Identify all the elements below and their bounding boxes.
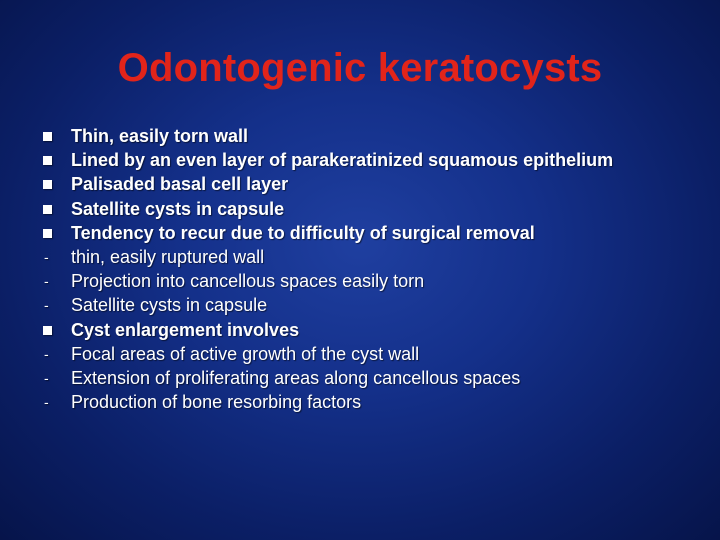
bullet-text: Satellite cysts in capsule xyxy=(71,198,285,219)
bullet-text: Thin, easily torn wall xyxy=(71,126,249,146)
square-bullet-icon xyxy=(43,205,52,214)
bullet-text: Lined by an even layer of parakeratinized squamous epithelium xyxy=(71,150,614,171)
slide-title: Odontogenic keratocysts xyxy=(117,46,603,90)
bullet-item xyxy=(38,148,613,172)
bullet-item xyxy=(38,221,613,245)
sub-bullet-item xyxy=(38,245,613,269)
square-bullet-icon xyxy=(43,180,52,189)
square-bullet-icon xyxy=(43,132,52,141)
bullet-text: Tendency to recur due to difficulty of surgical removal xyxy=(71,222,535,243)
bullet-list xyxy=(38,124,613,414)
sub-bullet-item xyxy=(38,293,613,317)
bullet-text: Palisaded basal cell layer xyxy=(71,174,289,195)
square-bullet-icon xyxy=(43,229,52,238)
dash-bullet-icon: - xyxy=(44,369,49,386)
sub-bullet-item xyxy=(38,269,613,293)
bullet-text: thin, easily ruptured wall xyxy=(71,246,265,267)
dash-bullet-icon: - xyxy=(44,297,49,314)
dash-bullet-icon: - xyxy=(44,345,49,362)
dash-bullet-icon: - xyxy=(44,248,49,265)
bullet-item xyxy=(38,172,613,196)
sub-bullet-item xyxy=(38,342,613,366)
bullet-text: Cyst enlargement involves xyxy=(71,319,300,340)
sub-bullet-item xyxy=(38,366,613,390)
bullet-text: Satellite cysts in capsule xyxy=(71,295,268,316)
dash-bullet-icon: - xyxy=(44,394,49,411)
dash-bullet-icon: - xyxy=(44,273,49,290)
bullet-text: Projection into cancellous spaces easily torn xyxy=(71,271,425,292)
bullet-item xyxy=(38,197,613,221)
bullet-text: Production of bone resorbing factors xyxy=(71,392,362,413)
bullet-text: Focal areas of active growth of the cyst wall xyxy=(71,343,420,364)
square-bullet-icon xyxy=(43,156,52,165)
bullet-item xyxy=(38,124,613,148)
bullet-item xyxy=(38,318,613,342)
sub-bullet-item xyxy=(38,390,613,414)
bullet-text: Extension of proliferating areas along cancellous spaces xyxy=(71,367,521,388)
square-bullet-icon xyxy=(43,326,52,335)
